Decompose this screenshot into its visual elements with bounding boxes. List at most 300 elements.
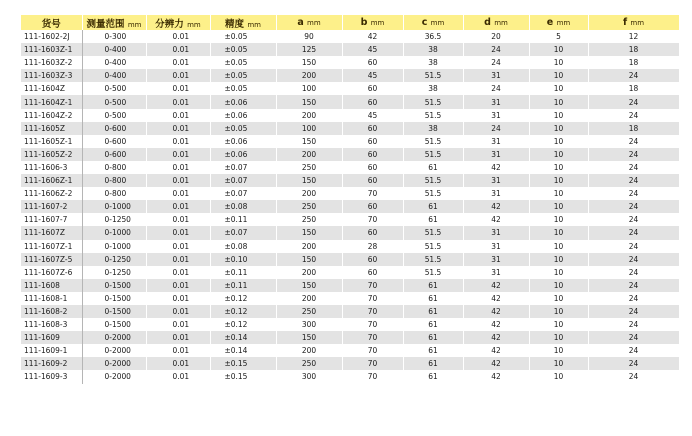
header-accuracy — [210, 15, 276, 30]
cell-resolution: 0.01 — [146, 318, 210, 331]
spec-table — [21, 15, 680, 384]
cell-c: 51.5 — [403, 69, 463, 82]
table-row — [21, 174, 679, 187]
cell-accuracy: ±0.07 — [210, 187, 276, 200]
cell-f: 24 — [588, 331, 679, 344]
cell-c: 61 — [403, 161, 463, 174]
cell-d: 42 — [463, 213, 529, 226]
cell-range: 0-600 — [82, 135, 146, 148]
cell-range: 0-1250 — [82, 253, 146, 266]
cell-b: 70 — [342, 305, 403, 318]
cell-range: 0-2000 — [82, 331, 146, 344]
cell-b: 60 — [342, 161, 403, 174]
cell-resolution: 0.01 — [146, 213, 210, 226]
table-row — [21, 82, 679, 95]
cell-a: 90 — [276, 30, 342, 43]
cell-c: 38 — [403, 122, 463, 135]
header-label: 精度 — [225, 18, 245, 30]
cell-accuracy: ±0.12 — [210, 318, 276, 331]
cell-c: 51.5 — [403, 109, 463, 122]
cell-c: 61 — [403, 200, 463, 213]
cell-accuracy: ±0.05 — [210, 69, 276, 82]
table-row — [21, 318, 679, 331]
table-row — [21, 200, 679, 213]
table-row — [21, 135, 679, 148]
header-label: 分辨力 — [155, 18, 184, 30]
cell-resolution: 0.01 — [146, 148, 210, 161]
cell-range: 0-500 — [82, 82, 146, 95]
cell-d: 20 — [463, 30, 529, 43]
cell-resolution: 0.01 — [146, 82, 210, 95]
cell-accuracy: ±0.05 — [210, 56, 276, 69]
cell-range: 0-1500 — [82, 279, 146, 292]
table-row — [21, 148, 679, 161]
cell-c: 51.5 — [403, 240, 463, 253]
cell-a: 150 — [276, 174, 342, 187]
cell-d: 24 — [463, 82, 529, 95]
cell-d: 42 — [463, 344, 529, 357]
cell-item-no: 111-1607Z — [21, 226, 82, 239]
cell-a: 100 — [276, 82, 342, 95]
cell-f: 24 — [588, 305, 679, 318]
cell-e: 10 — [529, 43, 588, 56]
cell-f: 12 — [588, 30, 679, 43]
cell-a: 300 — [276, 318, 342, 331]
header-label: d — [484, 17, 491, 28]
cell-accuracy: ±0.10 — [210, 253, 276, 266]
cell-range: 0-400 — [82, 43, 146, 56]
cell-accuracy: ±0.06 — [210, 135, 276, 148]
cell-d: 31 — [463, 226, 529, 239]
cell-resolution: 0.01 — [146, 69, 210, 82]
header-unit: mm — [247, 20, 261, 29]
cell-range: 0-800 — [82, 187, 146, 200]
cell-d: 42 — [463, 200, 529, 213]
cell-c: 61 — [403, 305, 463, 318]
cell-a: 200 — [276, 266, 342, 279]
cell-range: 0-1250 — [82, 266, 146, 279]
cell-resolution: 0.01 — [146, 135, 210, 148]
cell-resolution: 0.01 — [146, 279, 210, 292]
cell-range: 0-800 — [82, 174, 146, 187]
cell-e: 10 — [529, 161, 588, 174]
cell-resolution: 0.01 — [146, 56, 210, 69]
cell-resolution: 0.01 — [146, 200, 210, 213]
table-row — [21, 187, 679, 200]
cell-a: 200 — [276, 344, 342, 357]
cell-b: 70 — [342, 213, 403, 226]
cell-item-no: 111-1608 — [21, 279, 82, 292]
cell-b: 28 — [342, 240, 403, 253]
cell-item-no: 111-1605Z — [21, 122, 82, 135]
cell-f: 18 — [588, 43, 679, 56]
table-row — [21, 109, 679, 122]
table-header-row — [21, 15, 679, 30]
cell-d: 42 — [463, 318, 529, 331]
cell-b: 45 — [342, 109, 403, 122]
header-item-no — [21, 15, 82, 30]
cell-b: 60 — [342, 226, 403, 239]
cell-a: 125 — [276, 43, 342, 56]
cell-e: 10 — [529, 253, 588, 266]
cell-d: 42 — [463, 357, 529, 370]
cell-item-no: 111-1609 — [21, 331, 82, 344]
cell-e: 10 — [529, 95, 588, 108]
cell-range: 0-500 — [82, 109, 146, 122]
header-range — [82, 15, 146, 30]
cell-item-no: 111-1609-3 — [21, 370, 82, 383]
cell-resolution: 0.01 — [146, 253, 210, 266]
cell-e: 10 — [529, 279, 588, 292]
table-body — [21, 30, 679, 384]
table-row — [21, 226, 679, 239]
cell-c: 51.5 — [403, 174, 463, 187]
header-label: 货号 — [41, 18, 61, 30]
cell-c: 51.5 — [403, 187, 463, 200]
cell-accuracy: ±0.14 — [210, 344, 276, 357]
header-unit: mm — [430, 19, 445, 27]
header-d — [463, 15, 529, 30]
cell-c: 61 — [403, 331, 463, 344]
cell-f: 24 — [588, 161, 679, 174]
header-label: f — [622, 17, 628, 28]
cell-item-no: 111-1606Z-1 — [21, 174, 82, 187]
cell-b: 70 — [342, 331, 403, 344]
cell-d: 31 — [463, 135, 529, 148]
cell-a: 150 — [276, 253, 342, 266]
cell-item-no: 111-1607-2 — [21, 200, 82, 213]
cell-range: 0-800 — [82, 161, 146, 174]
cell-a: 200 — [276, 240, 342, 253]
header-resolution — [146, 15, 210, 30]
cell-f: 24 — [588, 370, 679, 383]
cell-e: 10 — [529, 69, 588, 82]
cell-f: 24 — [588, 187, 679, 200]
cell-resolution: 0.01 — [146, 109, 210, 122]
cell-e: 5 — [529, 30, 588, 43]
cell-resolution: 0.01 — [146, 95, 210, 108]
cell-item-no: 111-1606-3 — [21, 161, 82, 174]
cell-f: 24 — [588, 318, 679, 331]
cell-e: 10 — [529, 200, 588, 213]
cell-resolution: 0.01 — [146, 370, 210, 383]
cell-resolution: 0.01 — [146, 240, 210, 253]
cell-item-no: 111-1607Z-1 — [21, 240, 82, 253]
cell-d: 31 — [463, 95, 529, 108]
header-label: 测量范围 — [86, 18, 125, 30]
cell-b: 60 — [342, 135, 403, 148]
cell-e: 10 — [529, 357, 588, 370]
cell-a: 150 — [276, 95, 342, 108]
cell-b: 60 — [342, 200, 403, 213]
cell-d: 31 — [463, 174, 529, 187]
cell-range: 0-300 — [82, 30, 146, 43]
cell-accuracy: ±0.15 — [210, 357, 276, 370]
cell-accuracy: ±0.08 — [210, 240, 276, 253]
cell-e: 10 — [529, 135, 588, 148]
header-unit: mm — [370, 19, 385, 27]
cell-e: 10 — [529, 213, 588, 226]
cell-range: 0-400 — [82, 69, 146, 82]
cell-f: 24 — [588, 226, 679, 239]
table-row — [21, 292, 679, 305]
table-row — [21, 344, 679, 357]
header-label: b — [360, 17, 368, 28]
cell-f: 24 — [588, 240, 679, 253]
cell-range: 0-2000 — [82, 344, 146, 357]
cell-e: 10 — [529, 344, 588, 357]
cell-f: 24 — [588, 174, 679, 187]
cell-b: 70 — [342, 344, 403, 357]
cell-e: 10 — [529, 226, 588, 239]
cell-d: 42 — [463, 331, 529, 344]
header-e — [529, 15, 588, 30]
cell-item-no: 111-1609-1 — [21, 344, 82, 357]
table-row — [21, 253, 679, 266]
cell-a: 250 — [276, 213, 342, 226]
cell-d: 31 — [463, 187, 529, 200]
cell-item-no: 111-1603Z-2 — [21, 56, 82, 69]
cell-b: 70 — [342, 318, 403, 331]
cell-f: 24 — [588, 266, 679, 279]
cell-b: 60 — [342, 174, 403, 187]
table-row — [21, 43, 679, 56]
cell-d: 42 — [463, 292, 529, 305]
cell-b: 45 — [342, 43, 403, 56]
cell-accuracy: ±0.08 — [210, 200, 276, 213]
table-row — [21, 305, 679, 318]
cell-resolution: 0.01 — [146, 122, 210, 135]
cell-item-no: 111-1608-2 — [21, 305, 82, 318]
cell-a: 300 — [276, 370, 342, 383]
cell-a: 250 — [276, 305, 342, 318]
cell-e: 10 — [529, 187, 588, 200]
cell-a: 200 — [276, 148, 342, 161]
cell-resolution: 0.01 — [146, 331, 210, 344]
cell-b: 60 — [342, 82, 403, 95]
cell-c: 36.5 — [403, 30, 463, 43]
cell-accuracy: ±0.05 — [210, 122, 276, 135]
cell-f: 18 — [588, 56, 679, 69]
cell-f: 24 — [588, 135, 679, 148]
cell-c: 38 — [403, 56, 463, 69]
cell-item-no: 111-1602-2J — [21, 30, 82, 43]
cell-accuracy: ±0.05 — [210, 43, 276, 56]
table-row — [21, 331, 679, 344]
cell-item-no: 111-1607Z-5 — [21, 253, 82, 266]
cell-accuracy: ±0.11 — [210, 213, 276, 226]
cell-resolution: 0.01 — [146, 187, 210, 200]
cell-range: 0-1500 — [82, 318, 146, 331]
header-unit: mm — [556, 19, 571, 27]
cell-f: 24 — [588, 357, 679, 370]
cell-f: 18 — [588, 122, 679, 135]
cell-f: 24 — [588, 109, 679, 122]
cell-e: 10 — [529, 305, 588, 318]
cell-e: 10 — [529, 122, 588, 135]
cell-c: 61 — [403, 279, 463, 292]
table-row — [21, 161, 679, 174]
cell-item-no: 111-1607-7 — [21, 213, 82, 226]
cell-c: 61 — [403, 344, 463, 357]
cell-accuracy: ±0.11 — [210, 266, 276, 279]
cell-accuracy: ±0.14 — [210, 331, 276, 344]
header-b — [342, 15, 403, 30]
cell-f: 24 — [588, 148, 679, 161]
cell-c: 51.5 — [403, 226, 463, 239]
cell-a: 150 — [276, 226, 342, 239]
cell-accuracy: ±0.06 — [210, 95, 276, 108]
header-unit: mm — [307, 19, 321, 27]
cell-b: 70 — [342, 370, 403, 383]
cell-c: 51.5 — [403, 95, 463, 108]
cell-item-no: 111-1608-1 — [21, 292, 82, 305]
cell-c: 61 — [403, 318, 463, 331]
cell-e: 10 — [529, 292, 588, 305]
cell-item-no: 111-1609-2 — [21, 357, 82, 370]
table-row — [21, 95, 679, 108]
cell-item-no: 111-1604Z-2 — [21, 109, 82, 122]
header-a — [276, 15, 342, 30]
cell-accuracy: ±0.06 — [210, 109, 276, 122]
cell-d: 24 — [463, 56, 529, 69]
cell-b: 60 — [342, 253, 403, 266]
cell-e: 10 — [529, 56, 588, 69]
cell-range: 0-600 — [82, 148, 146, 161]
cell-f: 24 — [588, 292, 679, 305]
cell-d: 42 — [463, 370, 529, 383]
cell-a: 150 — [276, 135, 342, 148]
cell-a: 150 — [276, 279, 342, 292]
header-f — [588, 15, 679, 30]
cell-item-no: 111-1605Z-1 — [21, 135, 82, 148]
cell-b: 60 — [342, 56, 403, 69]
cell-c: 51.5 — [403, 148, 463, 161]
cell-c: 51.5 — [403, 253, 463, 266]
cell-e: 10 — [529, 318, 588, 331]
cell-d: 42 — [463, 161, 529, 174]
cell-range: 0-2000 — [82, 370, 146, 383]
cell-accuracy: ±0.15 — [210, 370, 276, 383]
cell-f: 24 — [588, 253, 679, 266]
header-label: a — [297, 17, 304, 28]
cell-c: 51.5 — [403, 135, 463, 148]
cell-d: 24 — [463, 43, 529, 56]
cell-a: 150 — [276, 56, 342, 69]
cell-e: 10 — [529, 82, 588, 95]
cell-a: 200 — [276, 187, 342, 200]
cell-a: 200 — [276, 69, 342, 82]
cell-item-no: 111-1604Z-1 — [21, 95, 82, 108]
cell-resolution: 0.01 — [146, 226, 210, 239]
cell-item-no: 111-1608-3 — [21, 318, 82, 331]
cell-accuracy: ±0.05 — [210, 30, 276, 43]
cell-range: 0-500 — [82, 95, 146, 108]
cell-f: 18 — [588, 82, 679, 95]
cell-a: 250 — [276, 357, 342, 370]
cell-d: 31 — [463, 240, 529, 253]
cell-accuracy: ±0.05 — [210, 82, 276, 95]
cell-c: 61 — [403, 357, 463, 370]
cell-e: 10 — [529, 174, 588, 187]
cell-b: 60 — [342, 95, 403, 108]
cell-range: 0-2000 — [82, 357, 146, 370]
cell-d: 31 — [463, 148, 529, 161]
cell-item-no: 111-1607Z-6 — [21, 266, 82, 279]
table-row — [21, 56, 679, 69]
cell-resolution: 0.01 — [146, 161, 210, 174]
cell-accuracy: ±0.06 — [210, 148, 276, 161]
cell-range: 0-1250 — [82, 213, 146, 226]
cell-f: 24 — [588, 200, 679, 213]
cell-accuracy: ±0.12 — [210, 305, 276, 318]
cell-range: 0-1500 — [82, 305, 146, 318]
cell-f: 24 — [588, 69, 679, 82]
cell-accuracy: ±0.07 — [210, 226, 276, 239]
cell-e: 10 — [529, 109, 588, 122]
cell-b: 70 — [342, 187, 403, 200]
cell-d: 42 — [463, 279, 529, 292]
cell-f: 24 — [588, 213, 679, 226]
table-row — [21, 69, 679, 82]
header-unit: mm — [494, 19, 508, 27]
cell-resolution: 0.01 — [146, 292, 210, 305]
cell-b: 70 — [342, 357, 403, 370]
table-row — [21, 266, 679, 279]
table-row — [21, 279, 679, 292]
cell-resolution: 0.01 — [146, 357, 210, 370]
table-row — [21, 122, 679, 135]
cell-f: 24 — [588, 95, 679, 108]
cell-item-no: 111-1603Z-3 — [21, 69, 82, 82]
header-label: c — [421, 17, 428, 28]
cell-range: 0-600 — [82, 122, 146, 135]
cell-resolution: 0.01 — [146, 30, 210, 43]
cell-e: 10 — [529, 370, 588, 383]
cell-item-no: 111-1606Z-2 — [21, 187, 82, 200]
cell-accuracy: ±0.12 — [210, 292, 276, 305]
header-unit: mm — [187, 20, 201, 29]
cell-d: 31 — [463, 109, 529, 122]
cell-e: 10 — [529, 266, 588, 279]
cell-range: 0-1000 — [82, 240, 146, 253]
cell-b: 60 — [342, 122, 403, 135]
cell-c: 61 — [403, 292, 463, 305]
cell-b: 70 — [342, 292, 403, 305]
cell-a: 150 — [276, 331, 342, 344]
header-unit: mm — [630, 19, 645, 27]
cell-range: 0-1000 — [82, 200, 146, 213]
cell-d: 42 — [463, 305, 529, 318]
cell-f: 24 — [588, 344, 679, 357]
cell-resolution: 0.01 — [146, 305, 210, 318]
cell-c: 38 — [403, 43, 463, 56]
cell-item-no: 111-1604Z — [21, 82, 82, 95]
cell-resolution: 0.01 — [146, 266, 210, 279]
cell-b: 45 — [342, 69, 403, 82]
cell-a: 250 — [276, 200, 342, 213]
cell-b: 60 — [342, 148, 403, 161]
cell-c: 61 — [403, 370, 463, 383]
cell-c: 38 — [403, 82, 463, 95]
cell-c: 51.5 — [403, 266, 463, 279]
cell-resolution: 0.01 — [146, 344, 210, 357]
cell-item-no: 111-1605Z-2 — [21, 148, 82, 161]
cell-f: 24 — [588, 279, 679, 292]
cell-range: 0-400 — [82, 56, 146, 69]
cell-b: 42 — [342, 30, 403, 43]
table-row — [21, 357, 679, 370]
